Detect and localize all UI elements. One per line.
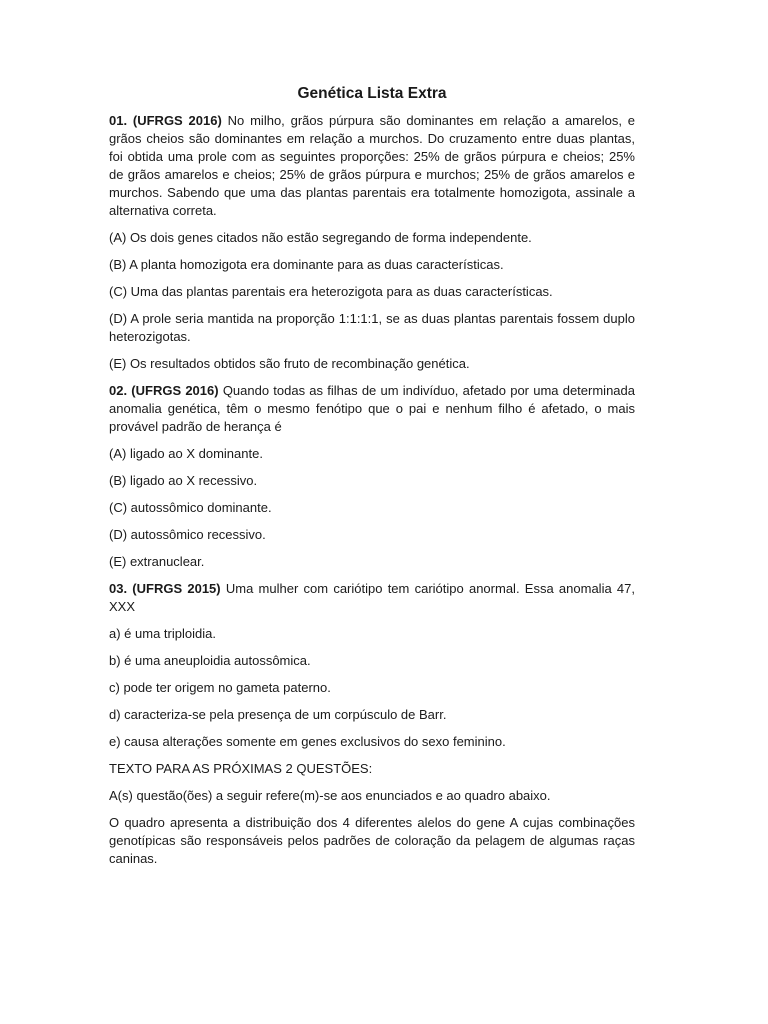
texto-header: TEXTO PARA AS PRÓXIMAS 2 QUESTÕES: — [109, 761, 373, 776]
document-title: Genética Lista Extra — [297, 85, 447, 102]
question-3-option-a: a) é uma triploidia. — [109, 626, 216, 641]
question-1-option-e: (E) Os resultados obtidos são fruto de recombinação genética. — [109, 356, 470, 371]
question-2-text: Quando todas as filhas de um indivíduo, afetado por uma determinada anomalia genética, têm o mesmo fenótipo que o pai e nenhum filho é afetado, o mais provável padrão de herança é — [109, 383, 635, 434]
question-3-option-d: d) caracteriza-se pela presença de um corpúsculo de Barr. — [109, 707, 447, 722]
question-1-option-d: (D) A prole seria mantida na proporção 1:1:1:1, se as duas plantas parentais fossem duplo heterozigotas. — [109, 311, 635, 344]
question-3-source: 03. (UFRGS 2015) — [109, 581, 221, 596]
question-1-text: No milho, grãos púrpura são dominantes em relação a amarelos, e grãos cheios são dominantes em relação a murchos. Do cruzamento entre duas plantas, foi obtida uma prole com as seguintes proporções: 25% de grãos púrpura e cheios; 25% de grãos amarelos e cheios; 25% de grãos púrpura e murchos; 25% de grãos amarelos e murchos. Sabendo que uma das plantas parentais era totalmente homozigota, assinale a alternativa correta. — [109, 113, 635, 218]
question-1-option-b: (B) A planta homozigota era dominante para as duas características. — [109, 257, 504, 272]
question-3-text: Uma mulher com cariótipo tem cariótipo anormal. Essa anomalia 47, XXX — [109, 581, 635, 614]
document-content — [109, 84, 635, 877]
question-3-option-e: e) causa alterações somente em genes exclusivos do sexo feminino. — [109, 734, 506, 749]
question-1-source: 01. (UFRGS 2016) — [109, 113, 222, 128]
question-3-option-b: b) é uma aneuploidia autossômica. — [109, 653, 311, 668]
question-1-option-a: (A) Os dois genes citados não estão segregando de forma independente. — [109, 230, 532, 245]
question-1-option-c: (C) Uma das plantas parentais era heterozigota para as duas características. — [109, 284, 553, 299]
question-2-option-d: (D) autossômico recessivo. — [109, 527, 266, 542]
question-2-source: 02. (UFRGS 2016) — [109, 383, 219, 398]
question-2-option-c: (C) autossômico dominante. — [109, 500, 272, 515]
question-3-option-c: c) pode ter origem no gameta paterno. — [109, 680, 331, 695]
question-2 — [109, 382, 635, 436]
question-3 — [109, 580, 635, 616]
texto-body: O quadro apresenta a distribuição dos 4 diferentes alelos do gene A cujas combinações genotípicas são responsáveis pelos padrões de coloração da pelagem de algumas raças caninas. — [109, 815, 635, 866]
question-2-option-a: (A) ligado ao X dominante. — [109, 446, 263, 461]
texto-intro: A(s) questão(ões) a seguir refere(m)-se aos enunciados e ao quadro abaixo. — [109, 788, 551, 803]
question-2-option-e: (E) extranuclear. — [109, 554, 205, 569]
question-2-option-b: (B) ligado ao X recessivo. — [109, 473, 258, 488]
question-1 — [109, 112, 635, 220]
